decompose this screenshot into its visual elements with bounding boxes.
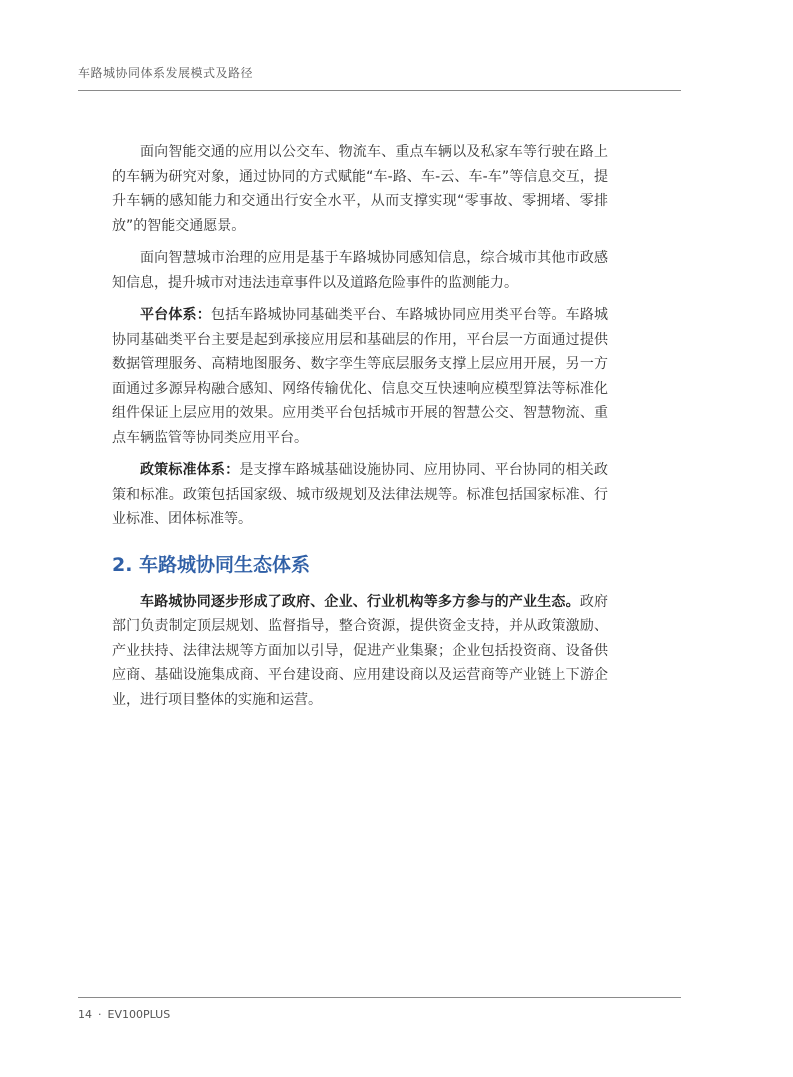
paragraph-policy-standard-system — [112, 458, 608, 532]
paragraph-text: 包括车路城协同基础类平台、车路城协同应用类平台等。车路城协同基础类平台主要是起到承接应用层和基础层的作用，平台层一方面通过提供数据管理服务、高精地图服务、数字孪生等底层服务支撑上层应用开展，另一方面通过多源异构融合感知、网络传输优化、信息交互快速响应模型算法等标准化组件保证上层应用的效果。应用类平台包括城市开展的智慧公交、智慧物流、重点车辆监管等协同类应用平台。 — [112, 307, 608, 446]
page-number: 14 — [78, 1008, 92, 1021]
section-heading: 2. 车路城协同生态体系 — [112, 553, 311, 576]
header-divider — [78, 90, 681, 91]
paragraph-lead-term: 平台体系： — [140, 307, 211, 323]
paragraph-lead-sentence: 车路城协同逐步形成了政府、企业、行业机构等多方参与的产业生态。 — [140, 593, 580, 610]
page-body — [112, 140, 608, 720]
footer-divider — [78, 997, 681, 998]
page-footer — [78, 1008, 170, 1021]
paragraph-text: 政府部门负责制定顶层规划、监督指导，整合资源，提供资金支持，并从政策激励、产业扶持、法律法规等方面加以引导，促进产业集聚；企业包括投资商、设备供应商、基础设施集成商、平台建设商、应用建设商以及运营商等产业链上下游企业，进行项目整体的实施和运营。 — [112, 593, 608, 708]
paragraph-ecosystem — [112, 590, 608, 713]
paragraph-smart-transport — [112, 140, 608, 238]
paragraph-platform-system — [112, 303, 608, 450]
paragraph-text: 面向智慧城市治理的应用是基于车路城协同感知信息，综合城市其他市政感知信息，提升城市对违法违章事件以及道路危险事件的监测能力。 — [112, 250, 608, 291]
footer-separator: · — [98, 1008, 102, 1021]
publication-name: EV100PLUS — [107, 1008, 171, 1021]
paragraph-smart-city-governance — [112, 246, 608, 295]
running-header-title: 车路城协同体系发展模式及路径 — [78, 66, 254, 80]
paragraph-text: 面向智能交通的应用以公交车、物流车、重点车辆以及私家车等行驶在路上的车辆为研究对象，通过协同的方式赋能“车-路、车-云、车-车”等信息交互，提升车辆的感知能力和交通出行安全水平，从而支撑实现“零事故、零拥堵、零排放”的智能交通愿景。 — [112, 144, 608, 234]
paragraph-text: 是支撑车路城基础设施协同、应用协同、平台协同的相关政策和标准。政策包括国家级、城市级规划及法律法规等。标准包括国家标准、行业标准、团体标准等。 — [112, 462, 608, 527]
paragraph-lead-term: 政策标准体系： — [140, 462, 240, 478]
